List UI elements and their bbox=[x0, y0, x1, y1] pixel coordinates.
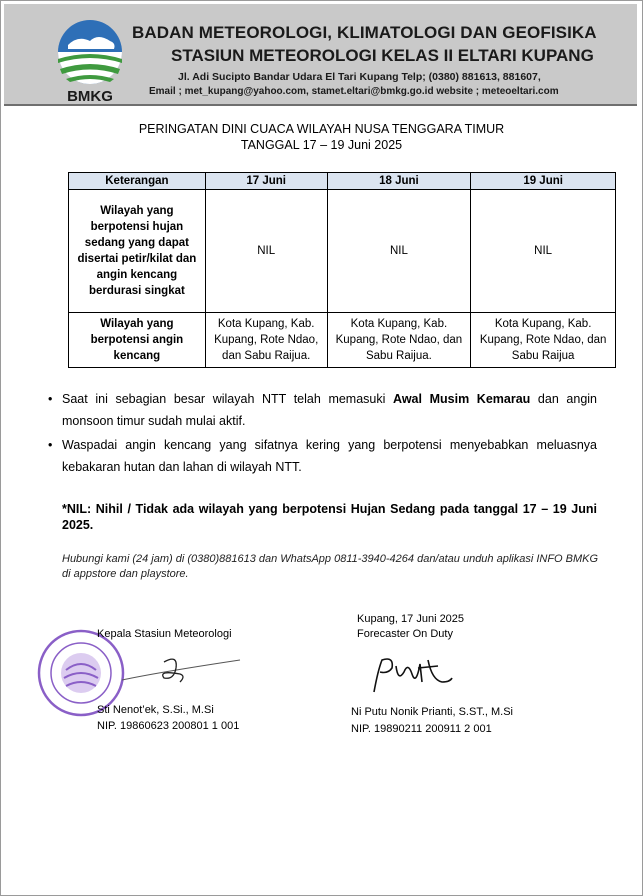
table-row bbox=[69, 190, 616, 313]
left-signatory-nip: NIP. 19860623 200801 1 001 bbox=[97, 720, 240, 732]
list-item: • Saat ini sebagian besar wilayah NTT telah memasuki Awal Musim Kemarau dan angin monsoon timur sudah mulai aktif. bbox=[62, 388, 597, 432]
row-label: Wilayah yang berpotensi hujan sedang yang dapat disertai petir/kilat dan angin kencang berdurasi singkat bbox=[69, 190, 206, 313]
table-cell: Kota Kupang, Kab. Kupang, Rote Ndao, dan Sabu Raijua bbox=[471, 313, 616, 368]
right-signature-icon bbox=[368, 652, 458, 698]
station-name: STASIUN METEOROLOGI KELAS II ELTARI KUPANG bbox=[171, 46, 594, 65]
left-signatory-role: Kepala Stasiun Meteorologi bbox=[97, 628, 232, 640]
station-address: Jl. Adi Sucipto Bandar Udara El Tari Kupang Telp; (0380) 881613, 881607, bbox=[178, 71, 541, 83]
nil-definition: *NIL: Nihil / Tidak ada wilayah yang berpotensi Hujan Sedang pada tanggal 17 – 19 Juni 2025. bbox=[62, 502, 597, 532]
agency-name: BADAN METEOROLOGI, KLIMATOLOGI DAN GEOFISIKA bbox=[132, 23, 597, 42]
season-highlight: Awal Musim Kemarau bbox=[393, 392, 531, 406]
table-row bbox=[69, 313, 616, 368]
table-cell: Kota Kupang, Kab. Kupang, Rote Ndao, dan Sabu Raijua. bbox=[205, 313, 327, 368]
right-signatory-name: Ni Putu Nonik Prianti, S.ST., M.Si bbox=[351, 706, 513, 718]
table-header-row bbox=[69, 173, 616, 190]
table-header: 17 Juni bbox=[205, 173, 327, 190]
contact-info: Hubungi kami (24 jam) di (0380)881613 dan WhatsApp 0811-3940-4264 dan/atau unduh aplikasi INFO BMKG di appstore dan playstore. bbox=[62, 553, 599, 580]
table-cell: NIL bbox=[327, 190, 471, 313]
left-signatory-name: Sti Nenot’ek, S.Si., M.Si bbox=[97, 704, 214, 716]
table-header: 18 Juni bbox=[327, 173, 471, 190]
table-header: Keterangan bbox=[69, 173, 206, 190]
bmkg-logo bbox=[54, 19, 126, 104]
list-item: • Waspadai angin kencang yang sifatnya kering yang berpotensi menyebabkan meluasnya kebakaran hutan dan lahan di wilayah NTT. bbox=[62, 434, 597, 478]
document-title: PERINGATAN DINI CUACA WILAYAH NUSA TENGGARA TIMUR bbox=[138, 122, 505, 136]
place-date: Kupang, 17 Juni 2025 bbox=[357, 613, 465, 625]
table-header: 19 Juni bbox=[471, 173, 616, 190]
right-signatory-nip: NIP. 19890211 200911 2 001 bbox=[351, 723, 492, 735]
station-contact: Email ; met_kupang@yahoo.com, stamet.eltari@bmkg.go.id website ; meteoeltari.com bbox=[149, 86, 559, 97]
table-cell: NIL bbox=[471, 190, 616, 313]
svg-text:BMKG: BMKG bbox=[67, 88, 113, 104]
table-cell: NIL bbox=[205, 190, 327, 313]
letterhead bbox=[4, 4, 637, 106]
document-date-range: TANGGAL 17 – 19 Juni 2025 bbox=[240, 138, 403, 152]
left-signature-icon bbox=[120, 650, 260, 690]
notes-list bbox=[62, 388, 597, 480]
row-label: Wilayah yang berpotensi angin kencang bbox=[69, 313, 206, 368]
table-cell: Kota Kupang, Kab. Kupang, Rote Ndao, dan Sabu Raijua. bbox=[327, 313, 471, 368]
warning-table bbox=[68, 172, 616, 368]
right-signatory-role: Forecaster On Duty bbox=[357, 628, 453, 640]
